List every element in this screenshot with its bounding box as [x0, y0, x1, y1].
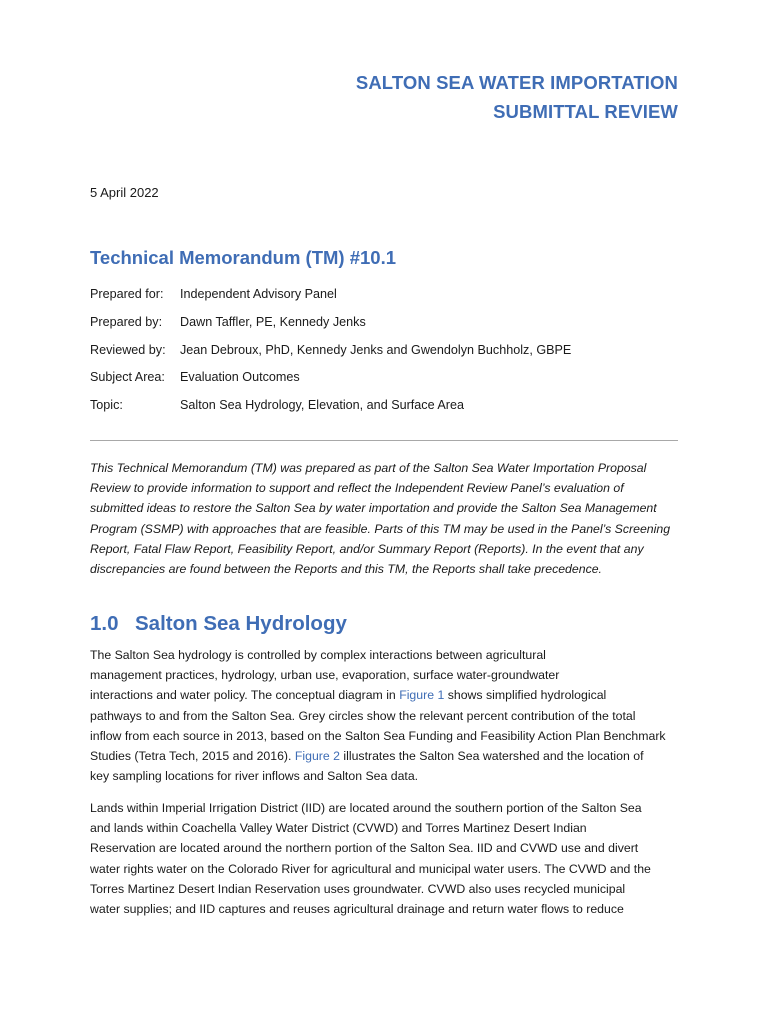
hydrology-paragraph-1: [90, 645, 680, 786]
intro-line: Review to provide information to support and reflect the Independent Review Panel’s evaluation of: [90, 481, 624, 496]
paragraph-line: The Salton Sea hydrology is controlled by complex interactions between agricultural: [90, 648, 546, 662]
section-heading: [90, 612, 347, 636]
paragraph-line: Reservation are located around the northern portion of the Salton Sea. IID and CVWD use and divert: [90, 841, 639, 856]
meta-row-prepared-by: [90, 315, 571, 343]
paragraph-text: interactions and water policy. The conceptual diagram in: [90, 688, 400, 703]
paragraph-line: and lands within Coachella Valley Water District (CVWD) and Torres Martinez Desert Indian: [90, 821, 587, 836]
paragraph-line: management practices, hydrology, urban use, evaporation, surface water-groundwater: [90, 668, 560, 683]
intro-line: discrepancies are found between the Reports and this TM, the Reports shall take precedence.: [90, 562, 602, 577]
horizontal-divider: [90, 440, 678, 441]
section-title: Salton Sea Hydrology: [135, 612, 347, 635]
meta-label: Subject Area:: [90, 370, 165, 385]
figure-2-link[interactable]: Figure 2: [294, 749, 340, 764]
meta-label: Topic:: [90, 398, 123, 413]
intro-line: Program (SSMP) with approaches that are feasible. Parts of this TM may be used in the Panel’s Screening: [90, 521, 671, 536]
memo-metadata: [90, 287, 571, 426]
intro-disclaimer: [90, 458, 680, 579]
header-title-line-2: SUBMITTAL REVIEW: [493, 101, 678, 122]
intro-line: This Technical Memorandum (TM) was prepared as part of the Salton Sea Water Importation Proposal: [90, 461, 647, 475]
meta-value: Evaluation Outcomes: [180, 370, 300, 385]
paragraph-line: pathways to and from the Salton Sea. Grey circles show the relevant percent contribution of the total: [90, 708, 636, 723]
figure-1-link[interactable]: Figure 1: [399, 688, 445, 703]
meta-value: Jean Debroux, PhD, Kennedy Jenks and Gwendolyn Buchholz, GBPE: [180, 342, 572, 357]
paragraph-line: Torres Martinez Desert Indian Reservation uses groundwater. CVWD also uses recycled municipal: [90, 881, 626, 896]
paragraph-line: water supplies; and IID captures and reuses agricultural drainage and return water flows to reduce: [90, 902, 624, 917]
meta-label: Reviewed by:: [90, 342, 166, 357]
meta-value: Independent Advisory Panel: [180, 287, 337, 301]
paragraph-line: key sampling locations for river inflows and Salton Sea data.: [90, 769, 419, 784]
paragraph-text: shows simplified hydrological: [444, 688, 607, 703]
meta-value: Salton Sea Hydrology, Elevation, and Surface Area: [180, 398, 464, 413]
meta-row-prepared-for: [90, 287, 571, 315]
memo-title: Technical Memorandum (TM) #10.1: [90, 247, 396, 268]
meta-label: Prepared by:: [90, 314, 163, 329]
meta-row-reviewed-by: [90, 343, 571, 371]
meta-value: Dawn Taffler, PE, Kennedy Jenks: [180, 314, 366, 329]
section-number: 1.0: [90, 612, 119, 635]
paragraph-line: water rights water on the Colorado River for agricultural and municipal water users. The CVWD and the: [90, 861, 651, 876]
hydrology-paragraph-2: [90, 798, 680, 919]
paragraph-line: inflow from each source in 2013, based on the Salton Sea Funding and Feasibility Action Plan Benchmark: [90, 728, 666, 743]
meta-row-topic: [90, 398, 571, 426]
paragraph-line: [90, 746, 680, 766]
intro-line: Report, Fatal Flaw Report, Feasibility Report, and/or Summary Report (Reports). In the event that any: [90, 541, 644, 556]
paragraph-line: Lands within Imperial Irrigation District (IID) are located around the southern portion of the Salton Sea: [90, 801, 642, 815]
meta-label: Prepared for:: [90, 287, 164, 301]
intro-line: submitted ideas to restore the Salton Sea by water importation and provide the Salton Sea Management: [90, 501, 657, 516]
paragraph-line: [90, 685, 680, 705]
paragraph-text: Studies (Tetra Tech, 2015 and 2016).: [90, 749, 295, 764]
paragraph-text: illustrates the Salton Sea watershed and the location of: [339, 749, 644, 764]
header-title-line-1: SALTON SEA WATER IMPORTATION: [355, 72, 678, 93]
memo-date: 5 April 2022: [90, 185, 159, 200]
meta-row-subject-area: [90, 370, 571, 398]
document-header-title: [356, 68, 678, 126]
